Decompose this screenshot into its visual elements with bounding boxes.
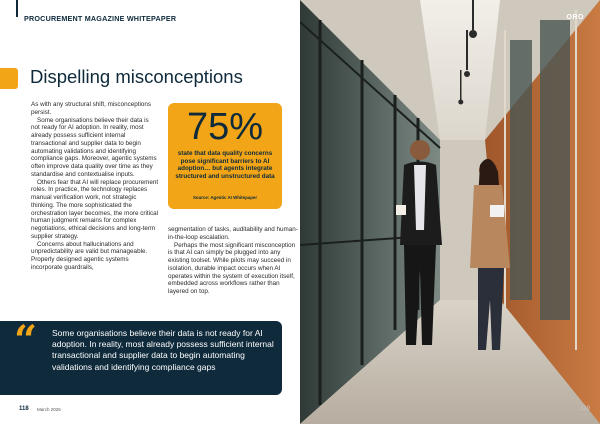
article-column-1: [31, 101, 159, 272]
stat-callout: [168, 103, 282, 209]
stat-value: 75%: [186, 106, 264, 148]
quote-text: Some organisations believe their data is not ready for AI adoption. In reality, most already possess sufficient internal transactional and supplier data to begin automating validations and identifying compliance gaps: [52, 328, 274, 372]
office-corridor-photo: [300, 0, 600, 424]
stat-description: state that data quality concerns pose significant barriers to AI adoption… but agents integrate structured and unstructured data: [175, 150, 275, 181]
pull-quote: [0, 317, 282, 395]
stat-source: Source: Agentic AI Whitepaper: [192, 195, 258, 200]
issue-date: March 2026: [37, 407, 61, 412]
section-title: Dispelling misconceptions: [30, 66, 243, 87]
right-page: [300, 0, 600, 424]
paragraph: Others fear that AI will replace procurement roles. In practice, the technology replaces manual verification work, not strategic thinking. The more sophisticated the orchestration layer becomes, the more critical human judgment remains for complex negotiations, ethical decisions and long-term supplier strategy.: [31, 178, 159, 240]
paragraph: Perhaps the most significant misconception is that AI can simply be plugged into any existing toolset. While pilots may succeed in isolation, durable impact occurs when AI operates within the system of execution itself, embedded across workflows rather than layered on top.: [168, 241, 296, 295]
paragraph: As with any structural shift, misconceptions persist.: [31, 101, 152, 116]
magazine-header: PROCUREMENT MAGAZINE WHITEPAPER: [24, 14, 177, 23]
paragraph: segmentation of tasks, auditability and human-in-the-loop escalation.: [168, 226, 298, 241]
brand-logo: ORO: [566, 14, 584, 21]
page-number-left: 118: [19, 406, 29, 412]
page-number-right: 119: [580, 406, 590, 412]
quote-mark-icon: “: [14, 317, 38, 364]
article-column-2: [168, 226, 300, 296]
header-rule: [16, 0, 18, 17]
paragraph: Concerns about hallucinations and unpredictability are valid but manageable. Properly designed agentic systems incorporate guardrails,: [31, 240, 148, 271]
section-accent-tab: [0, 68, 18, 89]
paragraph: Some organisations believe their data is not ready for AI adoption. In reality, most already possess sufficient internal transactional and supplier data to begin automating validations and identifying compliance gaps. Moreover, agentic systems often improve data quality over time as they standardise and contextualise inputs.: [31, 116, 157, 178]
